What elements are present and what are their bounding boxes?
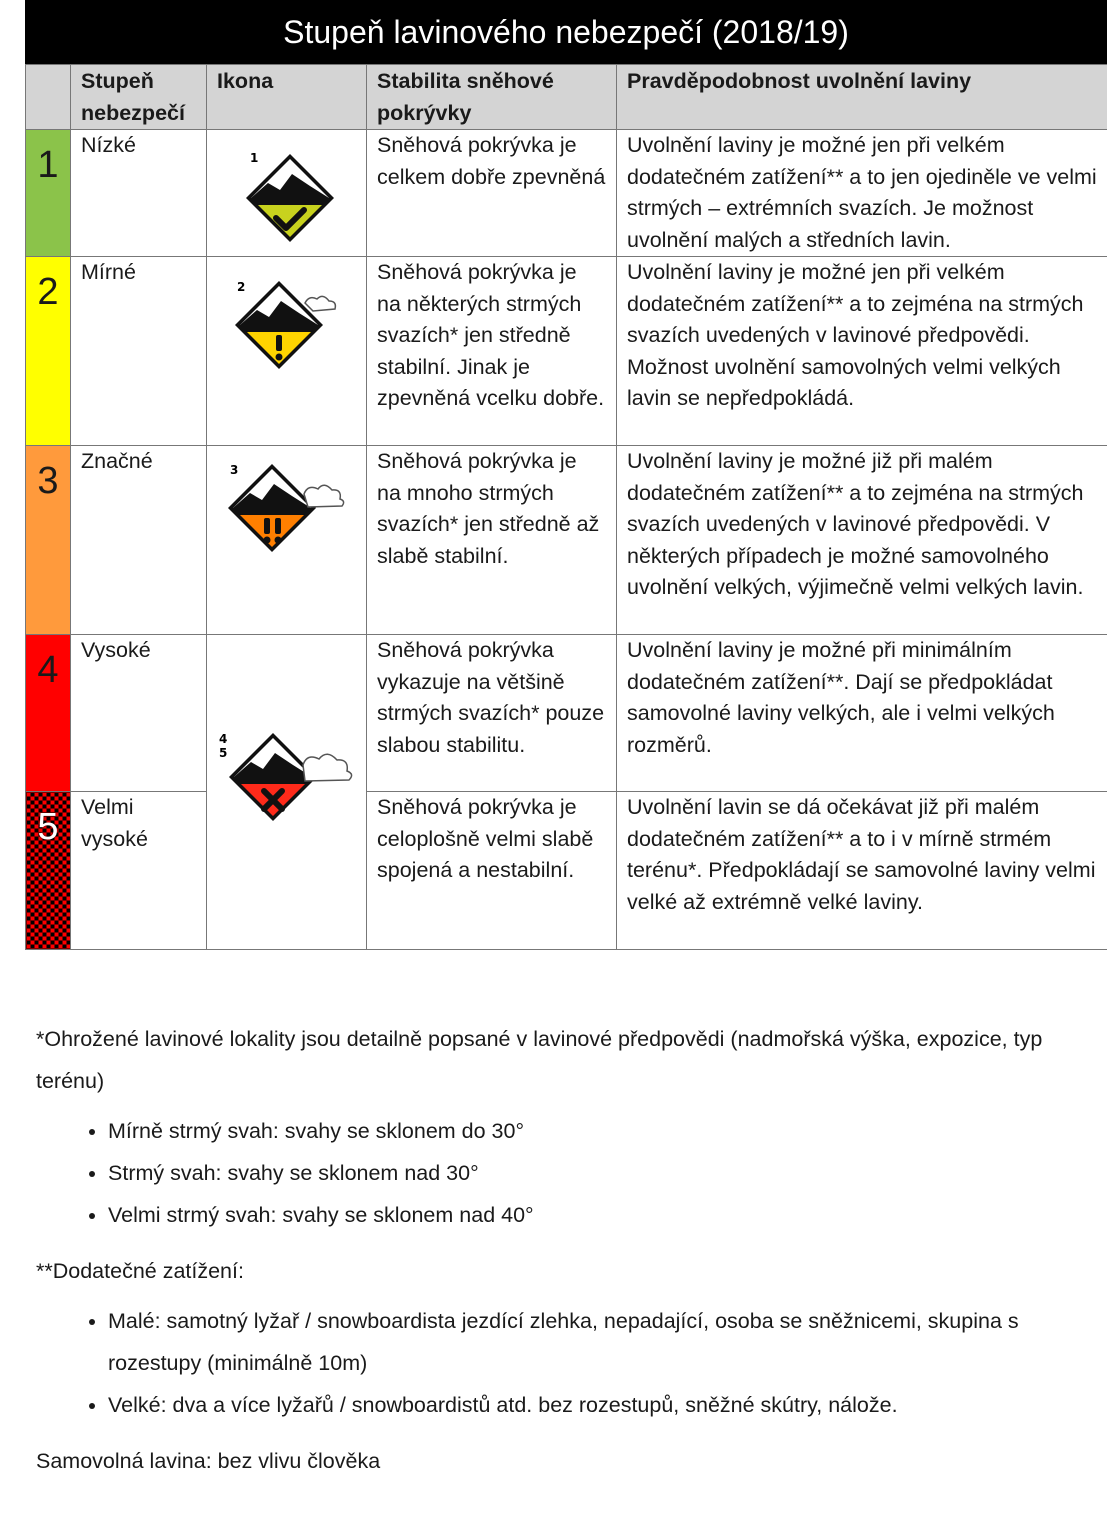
danger-level-4-5-high-icon bbox=[207, 729, 366, 829]
level-icon-cell bbox=[207, 130, 367, 257]
header-level-color bbox=[26, 65, 71, 130]
level-name: Vysoké bbox=[71, 635, 207, 792]
load-list bbox=[36, 1300, 1076, 1426]
svg-text:3: 3 bbox=[229, 463, 238, 477]
level-icon-cell bbox=[207, 257, 367, 446]
table-row bbox=[26, 130, 1107, 257]
header-level: Stupeň nebezpečí bbox=[71, 65, 207, 130]
table-row bbox=[26, 446, 1107, 635]
header-probability: Pravděpodobnost uvolnění laviny bbox=[617, 65, 1107, 130]
stability-text: Sněhová pokrývka je celkem dobře zpevněná bbox=[367, 130, 617, 257]
level-number: 4 bbox=[37, 649, 59, 691]
probability-text: Uvolnění laviny je možné již při malém dodatečném zatížení** a to zejména na strmých svazích uvedených v lavinové předpovědi. V některých případech je možné samovolného uvolnění velkých, výjimečně velmi velkých lavin. bbox=[617, 446, 1107, 635]
list-item: • Mírně strmý svah: svahy se sklonem do 30° bbox=[108, 1110, 1076, 1152]
header-icon: Ikona bbox=[207, 65, 367, 130]
stability-text: Sněhová pokrývka vykazuje na většině strmých svazích* pouze slabou stabilitu. bbox=[367, 635, 617, 792]
probability-text: Uvolnění laviny je možné jen při velkém dodatečném zatížení** a to zejména na strmých svazích uvedených v lavinové předpovědi. Možnost uvolnění samovolných velmi velkých lavin se nepředpokládá. bbox=[617, 257, 1107, 446]
svg-text:4: 4 bbox=[218, 732, 227, 746]
level-name: Nízké bbox=[71, 130, 207, 257]
level-icon-cell bbox=[207, 446, 367, 635]
list-item: • Strmý svah: svahy se sklonem nad 30° bbox=[108, 1152, 1076, 1194]
level-number: 1 bbox=[37, 144, 59, 186]
stability-text: Sněhová pokrývka je na mnoho strmých svazích* jen středně až slabě stabilní. bbox=[367, 446, 617, 635]
level-number: 3 bbox=[37, 460, 59, 502]
list-item: • Velké: dva a více lyžařů / snowboardistů atd. bez rozestupů, sněžné skútry, nálože. bbox=[108, 1384, 1076, 1426]
probability-text: Uvolnění laviny je možné jen při velkém dodatečném zatížení** a to jen ojediněle ve velmi strmých – extrémních svazích. Je možnost uvolnění malých a středních lavin. bbox=[617, 130, 1107, 257]
level-icon-cell bbox=[207, 635, 367, 950]
header-stability: Stabilita sněhové pokrývky bbox=[367, 65, 617, 130]
svg-text:2: 2 bbox=[236, 280, 245, 294]
svg-text:5: 5 bbox=[218, 746, 227, 760]
svg-text:1: 1 bbox=[249, 151, 258, 165]
level-number-cell bbox=[26, 130, 71, 257]
level-number: 2 bbox=[37, 271, 59, 313]
page-title: Stupeň lavinového nebezpečí (2018/19) bbox=[25, 0, 1107, 64]
level-name: Velmi vysoké bbox=[71, 792, 207, 950]
danger-level-2-moderate-icon bbox=[207, 277, 366, 369]
stability-text: Sněhová pokrývka je na některých strmých svazích* jen středně stabilní. Jinak je zpevněná vcelku dobře. bbox=[367, 257, 617, 446]
level-number-cell bbox=[26, 257, 71, 446]
probability-text: Uvolnění lavin se dá očekávat již při malém dodatečném zatížení** a to i v mírně strmém terénu*. Předpokládají se samovolné laviny velmi velké až extrémně velké laviny. bbox=[617, 792, 1107, 950]
table-row bbox=[26, 635, 1107, 792]
level-number: 5 bbox=[37, 806, 59, 848]
level-number-cell bbox=[26, 635, 71, 792]
stability-text: Sněhová pokrývka je celoplošně velmi slabě spojená a nestabilní. bbox=[367, 792, 617, 950]
slope-list bbox=[36, 1110, 1076, 1236]
table-row bbox=[26, 257, 1107, 446]
level-name: Značné bbox=[71, 446, 207, 635]
level-number-cell bbox=[26, 446, 71, 635]
list-item: • Malé: samotný lyžař / snowboardista jezdící zlehka, nepadající, osoba se sněžnicemi, skupina s rozestupy (minimálně 10m) bbox=[108, 1300, 1076, 1384]
probability-text: Uvolnění laviny je možné při minimálním dodatečném zatížení**. Dají se předpokládat samovolné laviny velkých, ale i velmi velkých rozměrů. bbox=[617, 635, 1107, 792]
danger-level-1-low-icon bbox=[207, 150, 366, 242]
table-header-row bbox=[26, 65, 1107, 130]
list-item: • Velmi strmý svah: svahy se sklonem nad 40° bbox=[108, 1194, 1076, 1236]
avalanche-danger-table bbox=[25, 64, 1107, 950]
load-intro: **Dodatečné zatížení: bbox=[36, 1259, 244, 1283]
footnotes bbox=[36, 1018, 1076, 1482]
danger-level-3-considerable-icon bbox=[207, 460, 366, 558]
slopes-intro: *Ohrožené lavinové lokality jsou detailně popsané v lavinové předpovědi (nadmořská výška, expozice, typ terénu) bbox=[36, 1027, 1043, 1093]
level-name: Mírné bbox=[71, 257, 207, 446]
spontaneous-note: Samovolná lavina: bez vlivu člověka bbox=[36, 1449, 381, 1473]
table-row bbox=[26, 792, 1107, 950]
level-number-cell bbox=[26, 792, 71, 950]
